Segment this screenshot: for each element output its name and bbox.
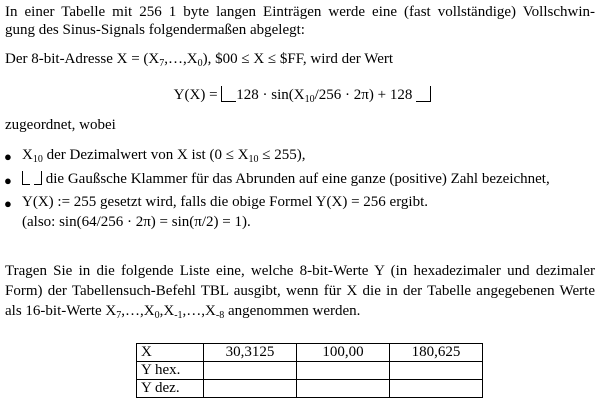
zugeordnet-text: zugeordnet, wobei [5, 117, 116, 133]
bullet-2: die Gaußsche Klammer für das Abrunden auf eine ganze (positive) Zahl bezeichnet, [22, 170, 550, 188]
floor-open-bracket [221, 86, 236, 102]
row-label: Y dez. [137, 380, 204, 398]
answer-cell[interactable] [204, 362, 297, 380]
answer-cell[interactable] [297, 362, 390, 380]
table-header-cell: X [137, 344, 204, 362]
floor-close-bracket [34, 171, 42, 185]
row-label: Y hex. [137, 362, 204, 380]
answer-cell[interactable] [390, 380, 483, 398]
task-line-1: Tragen Sie in die folgende Liste eine, welche 8-bit-Werte Y (in hexadezimaler und dezimaler [5, 263, 595, 279]
address-line: Der 8-bit-Adresse $X = (X_7,\dots,X_0)$, $00 ≤ X ≤ $FF, wird der Wert [5, 51, 394, 69]
floor-close-bracket [416, 86, 431, 102]
formula: $Y(X) = 128 \cdot \sin(X_{10}/256 \cdot 2\pi) + 128$ [0, 86, 605, 104]
answer-cell[interactable] [204, 380, 297, 398]
task-line-3: als 16-bit-Werte $X_7,\dots,X_0,X_{-1},\dots,X_{-8}$ angenommen werden. [5, 303, 361, 321]
table-row [137, 380, 483, 398]
bullet-icon: ● [4, 196, 12, 211]
table-header-cell: 180,625 [390, 344, 483, 362]
answer-table [136, 343, 483, 398]
table-header-cell: 100,00 [297, 344, 390, 362]
answer-cell[interactable] [297, 380, 390, 398]
answer-cell[interactable] [390, 362, 483, 380]
table-header-row [137, 344, 483, 362]
table-row [137, 362, 483, 380]
bullet-1: $X_{10}$ der Dezimalwert von X ist $(0 \le X_{10} \le 255)$, [22, 147, 306, 165]
task-line-2: Form) der Tabellensuch-Befehl TBL ausgibt, wenn für X die in der Tabelle angegebenen Werte [5, 283, 595, 299]
floor-open-bracket [22, 171, 30, 185]
intro-line-2: gung des Sinus-Signals folgendermaßen abgelegt: [5, 22, 305, 38]
bullet-3: Y(X) := 255 gesetzt wird, falls die obige Formel Y(X) = 256 ergibt. [22, 194, 429, 210]
intro-line-1: In einer Tabelle mit 256 1 byte langen Einträgen werde eine (fast vollständige) Vollschwin- [5, 4, 595, 20]
bullet-icon: ● [4, 173, 12, 188]
table-header-cell: 30,3125 [204, 344, 297, 362]
bullet-3-note: (also: sin(64/256 · 2π) = sin(π/2) = 1). [22, 214, 251, 230]
bullet-icon: ● [4, 149, 12, 164]
